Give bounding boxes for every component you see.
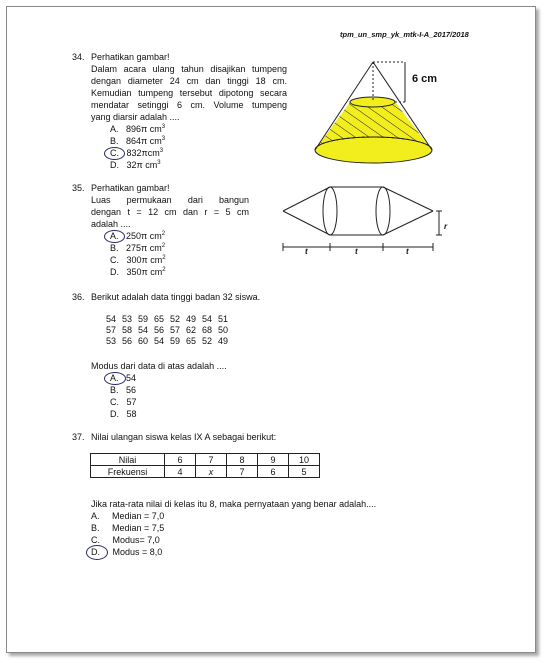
table-cell: 4: [165, 466, 196, 478]
q37-answer-circle: [86, 545, 108, 560]
q36-number: 36.: [72, 292, 85, 302]
table-cell: 10: [289, 454, 320, 466]
table-cell: 7: [196, 454, 227, 466]
q35-line-2: Luas permukaan dari bangun: [91, 195, 249, 205]
table-cell: x: [196, 466, 227, 478]
q36-answer-circle: [104, 372, 126, 385]
q37-option-c[interactable]: C. Modus= 7,0: [91, 535, 160, 545]
table-cell: Frekuensi: [91, 466, 165, 478]
q36-option-d[interactable]: D. 58: [110, 409, 137, 419]
frequency-table: [90, 453, 320, 478]
q36-text: Berikut adalah data tinggi badan 32 siswa.: [91, 292, 261, 302]
cone-cylinder-figure: [275, 183, 450, 263]
q37-option-a[interactable]: A. Median = 7,0: [91, 511, 165, 521]
q37-number: 37.: [72, 432, 85, 442]
q35-line-3: dengan t = 12 cm dan r = 5 cm: [91, 207, 249, 217]
q34-line-3: dengan diameter 24 cm dan tinggi 18 cm.: [91, 76, 287, 86]
right-circle: [376, 187, 390, 235]
table-cell: 5: [289, 466, 320, 478]
q34-line-6: yang diarsir adalah ....: [91, 112, 180, 122]
q37-question: Jika rata-rata nilai di kelas itu 8, maka pernyataan yang benar adalah....: [91, 499, 377, 509]
q37-option-d[interactable]: D. Modus = 8,0: [91, 547, 163, 557]
table-cell: 8: [227, 454, 258, 466]
left-circle: [323, 187, 337, 235]
table-cell: 6: [258, 466, 289, 478]
q35-option-a[interactable]: A. 250π $cm^2$: [110, 231, 166, 241]
q34-option-d[interactable]: D. 32π $cm^3$: [110, 160, 161, 170]
q36-data-row-3: 53 56 60 54 59 65 52 49: [106, 336, 229, 346]
cone-figure: [300, 50, 460, 175]
table-cell: Nilai: [91, 454, 165, 466]
q35-number: 35.: [72, 183, 85, 193]
t-label-1: t: [305, 247, 308, 256]
table-cell: 9: [258, 454, 289, 466]
q34-option-a[interactable]: A. 896π $cm^3$: [110, 124, 166, 134]
q34-line-5: mendatar setinggi 6 cm. Volume tumpeng: [91, 100, 287, 110]
q34-option-b[interactable]: B. 864π $cm^3$: [110, 136, 166, 146]
t-label-3: t: [406, 247, 409, 256]
q34-line-4: Kemudian tumpeng tersebut dipotong secara: [91, 88, 287, 98]
cut-height-label: 6 cm: [412, 73, 438, 85]
r-label: r: [444, 222, 448, 231]
q35-option-d[interactable]: D. 350π $cm^2$: [110, 267, 166, 277]
q36-data-row-2: 57 58 54 56 57 62 68 50: [106, 325, 229, 335]
q35-option-b[interactable]: B. 275π $cm^2$: [110, 243, 166, 253]
q34-line-2: Dalam acara ulang tahun disajikan tumpeng: [91, 64, 287, 74]
table-row: [91, 454, 320, 466]
q36-question: Modus dari data di atas adalah ....: [91, 361, 227, 371]
q37-text: Nilai ulangan siswa kelas IX A sebagai berikut:: [91, 432, 277, 442]
page-header: tpm_un_smp_yk_mtk-I-A_2017/2018: [340, 30, 469, 39]
q34-answer-circle: [104, 147, 125, 160]
q35-line-1: Perhatikan gambar!: [91, 183, 170, 193]
t-label-2: t: [355, 247, 358, 256]
right-cone-top: [383, 187, 433, 211]
q35-line-4: adalah ....: [91, 219, 131, 229]
q36-option-c[interactable]: C. 57: [110, 397, 137, 407]
right-cone-bottom: [383, 211, 433, 235]
q35-answer-circle: [104, 230, 125, 243]
q36-option-b[interactable]: B. 56: [110, 385, 137, 395]
q37-option-b[interactable]: B. Median = 7,5: [91, 523, 165, 533]
q35-option-c[interactable]: C. 300π $cm^2$: [110, 255, 166, 265]
q34-option-c[interactable]: C. 832πcm$^3$: [110, 148, 164, 158]
q36-data-row-1: 54 53 59 65 52 49 54 51: [106, 314, 229, 324]
q34-line-1: Perhatikan gambar!: [91, 52, 170, 62]
table-row: [91, 466, 320, 478]
table-cell: 7: [227, 466, 258, 478]
q36-option-a[interactable]: A. 54: [110, 373, 137, 383]
q34-number: 34.: [72, 52, 85, 62]
table-cell: 6: [165, 454, 196, 466]
